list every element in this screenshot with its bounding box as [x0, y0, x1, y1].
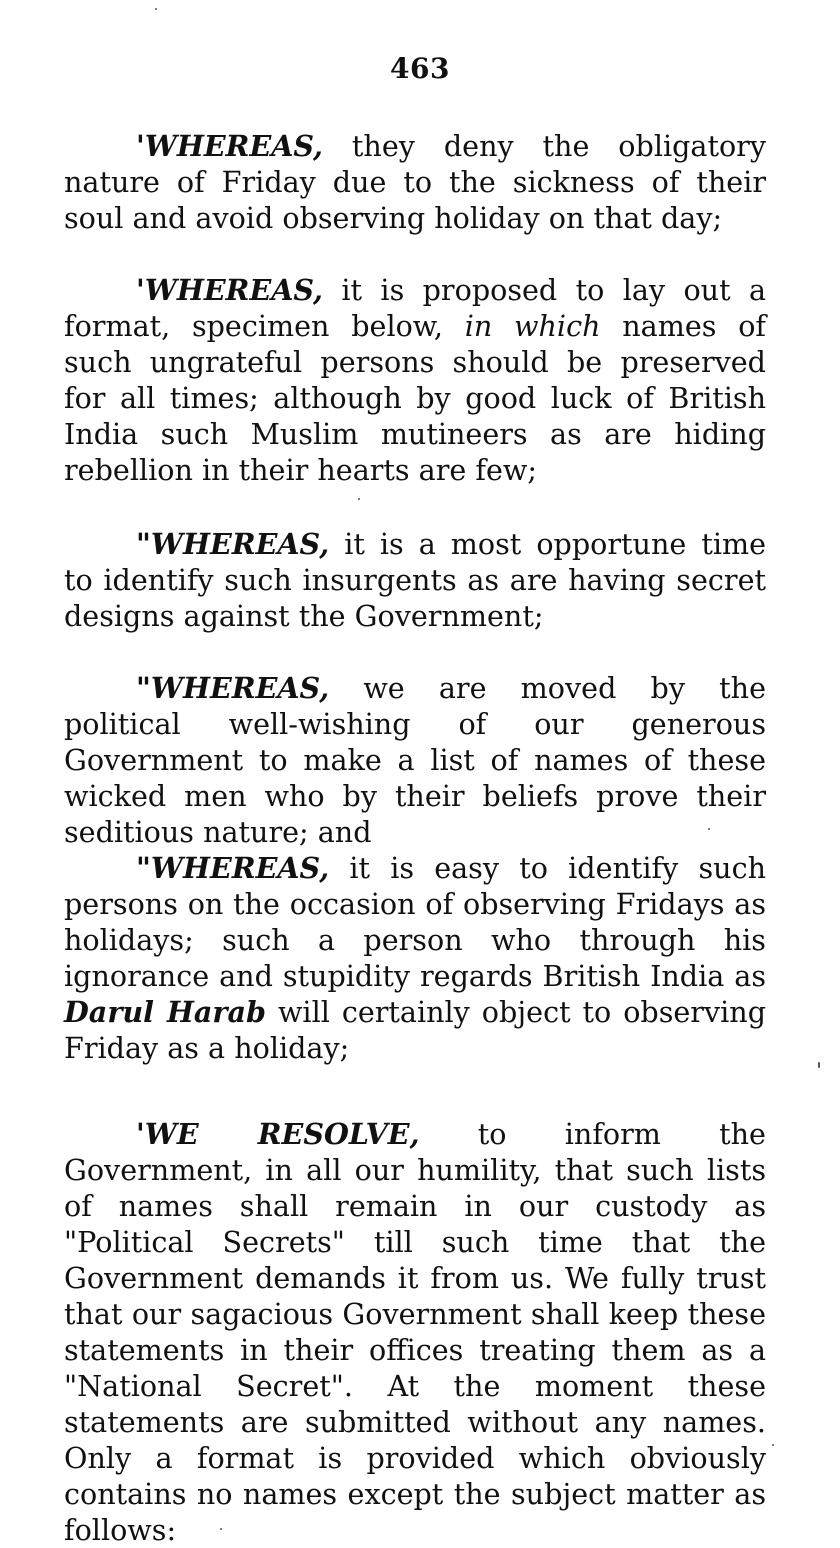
paragraph-text: we are moved by the political well-wishing of our generous Government to make a list of names of these wicked men who by their beliefs prove their seditious nature; and — [64, 671, 766, 849]
scan-speck — [155, 8, 157, 10]
paragraph-lead: 'WHEREAS, — [136, 129, 324, 163]
paragraph-text: will certainly object to observing Friday as a holiday; — [64, 995, 766, 1065]
paragraph-lead: 'WHEREAS, — [136, 273, 324, 307]
paragraph-text: to inform the Government, in all our humility, that such lists of names shall remain in our custody as "Political Secrets" till such time that the Government demands it from us. We fully trust that our sagacious Government shall keep these statements in their offices treating them as a "National Secret". At the moment these statements are submitted without any names. Only a format is provided which obviously contains no names except the subject matter as follows: — [64, 1117, 766, 1547]
scan-speck — [818, 1062, 820, 1068]
paragraph-lead: "WHEREAS, — [136, 851, 330, 885]
paragraph-text: it is easy to identify such persons on the occasion of observing Fridays as holidays; such a person who through his ignorance and stupidity regards British India as — [64, 851, 766, 993]
scan-speck — [772, 1444, 774, 1446]
paragraph-lead: "WHEREAS, — [136, 527, 330, 561]
paragraph-whereas-format — [64, 272, 766, 488]
paragraph-text: it is proposed to lay out a format, specimen below, — [64, 273, 766, 343]
paragraph-we-resolve — [64, 1116, 766, 1548]
paragraph-whereas-friday — [64, 128, 766, 236]
scan-speck — [358, 498, 360, 500]
paragraph-italic-text: Darul Harab — [64, 995, 266, 1029]
paragraph-text: names of such ungrateful persons should be preserved for all times; although by good luck of British India such Muslim mutineers as are hiding rebellion in their hearts are few; — [64, 309, 766, 487]
paragraph-lead: 'WE RESOLVE, — [136, 1117, 420, 1151]
paragraph-text: they deny the obligatory nature of Friday due to the sickness of their soul and avoid observing holiday on that day; — [64, 129, 766, 235]
paragraph-whereas-list — [64, 670, 766, 850]
paragraph-lead: "WHEREAS, — [136, 671, 330, 705]
paragraph-italic-text: in which — [464, 309, 601, 343]
page-number: 463 — [390, 52, 450, 85]
scan-speck — [708, 828, 710, 830]
scan-speck — [220, 1528, 222, 1530]
paragraph-whereas-identify — [64, 850, 766, 1066]
paragraph-text: it is a most opportune time to identify such insurgents as are having secret designs against the Government; — [64, 527, 766, 633]
paragraph-whereas-opportune — [64, 526, 766, 634]
